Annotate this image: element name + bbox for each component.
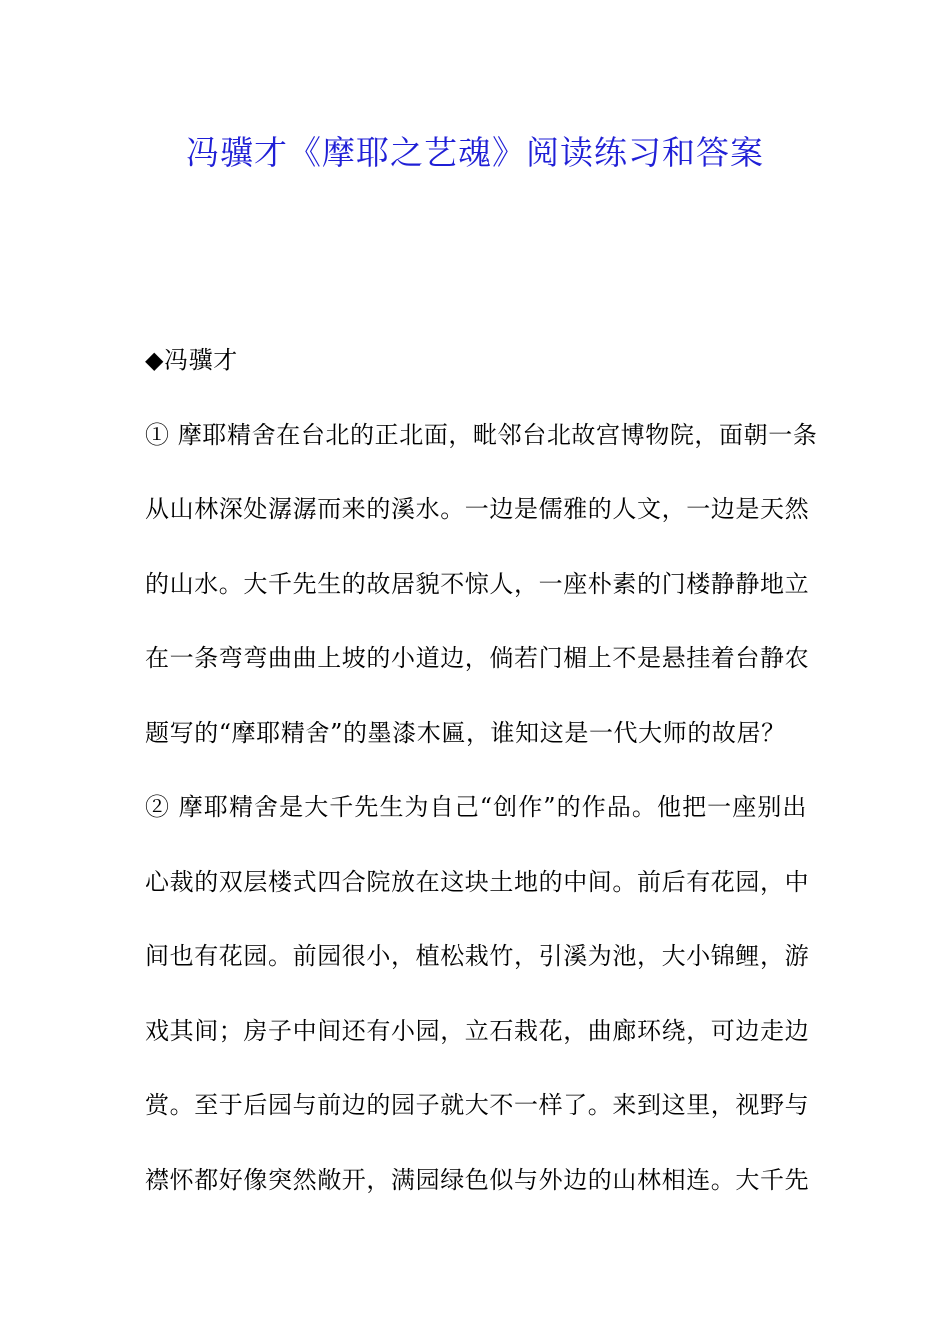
paragraph-2 xyxy=(145,787,810,1234)
paragraph-line: ① 摩耶精舍在台北的正北面，毗邻台北故宫博物院，面朝一条 xyxy=(145,420,818,449)
paragraph-line: 在一条弯弯曲曲上坡的小道边，倘若门楣上不是悬挂着台静农 xyxy=(145,644,810,672)
paragraph-line: 从山林深处潺潺而来的溪水。一边是儒雅的人文，一边是天然 xyxy=(145,495,810,523)
page-title: 冯骥才《摩耶之艺魂》阅读练习和答案 xyxy=(186,133,764,172)
paragraph-line: 的山水。大千先生的故居貌不惊人，一座朴素的门楼静静地立 xyxy=(145,569,810,598)
paragraph-line: ② 摩耶精舍是大千先生为自己“创作”的作品。他把一座别出 xyxy=(145,793,807,821)
paragraph-line: 赏。至于后园与前边的园子就大不一样了。来到这里，视野与 xyxy=(145,1091,810,1119)
paragraph-line: 题写的“摩耶精舍”的墨漆木匾，谁知这是一代大师的故居？ xyxy=(145,718,786,747)
paragraph-line: 襟怀都好像突然敞开，满园绿色似与外边的山林相连。大千先 xyxy=(145,1165,810,1194)
paragraph-line: 心裁的双层楼式四合院放在这块土地的中间。前后有花园，中 xyxy=(145,867,810,896)
paragraph-line: 戏其间；房子中间还有小园，立石栽花，曲廊环绕，可边走边 xyxy=(145,1016,810,1045)
author-line: ◆冯骥才 xyxy=(145,346,238,374)
paragraph-line: 间也有花园。前园很小，植松栽竹，引溪为池，大小锦鲤，游 xyxy=(145,942,810,970)
document-body xyxy=(145,340,818,1234)
paragraph-1 xyxy=(145,415,818,788)
